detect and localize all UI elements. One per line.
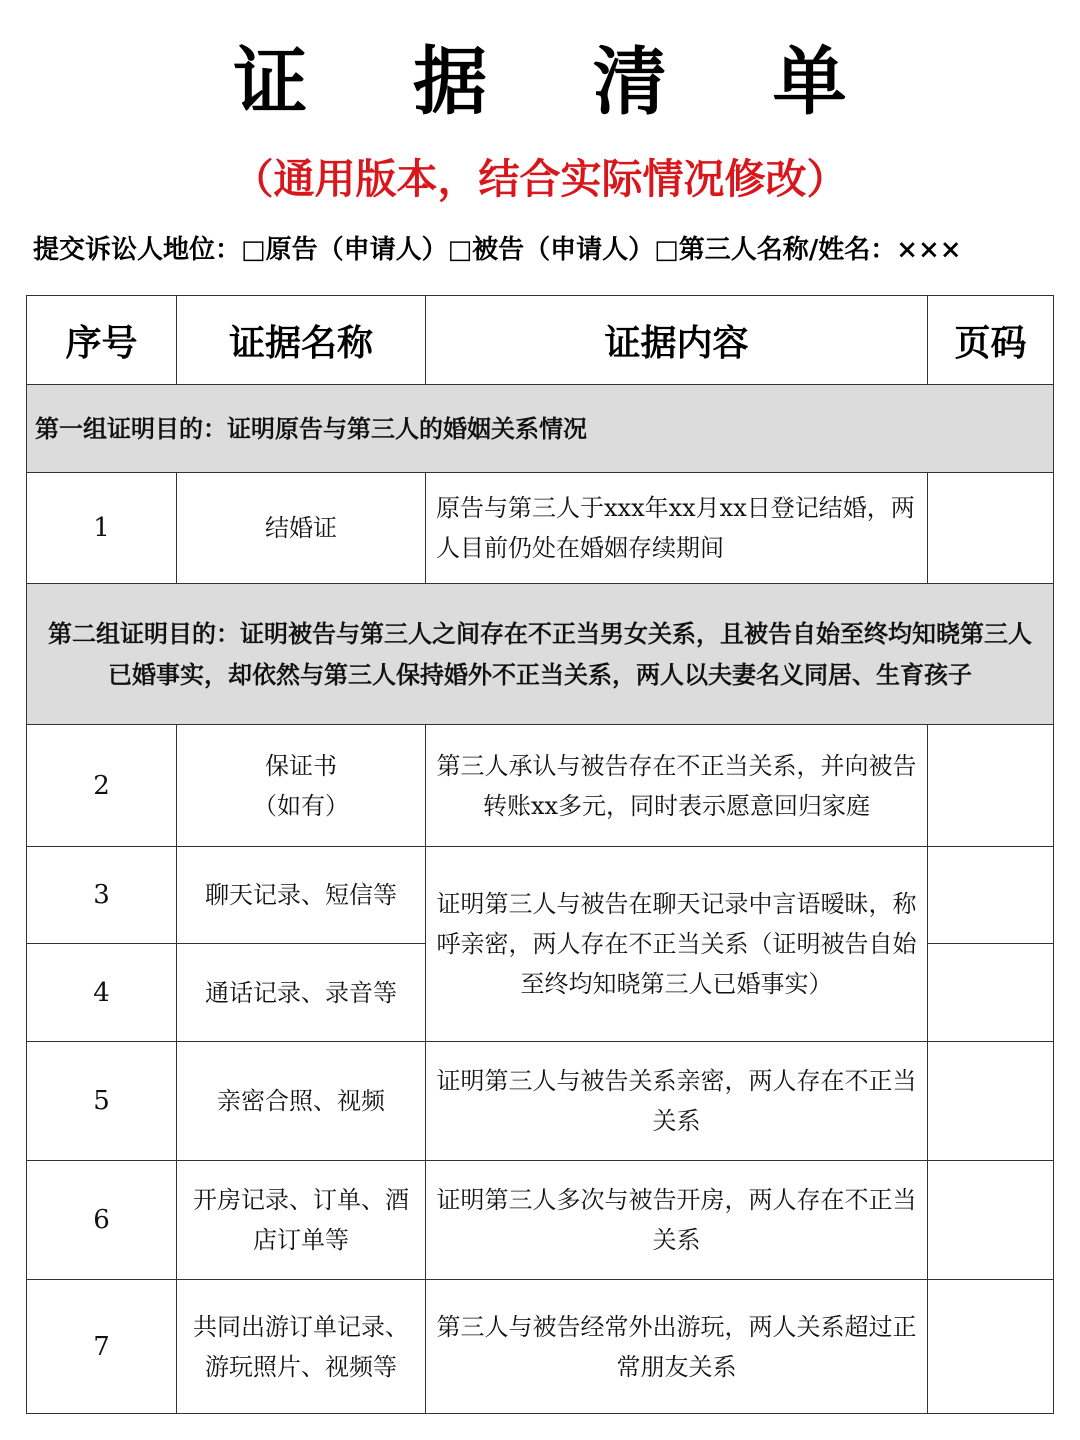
table-row — [27, 1161, 1054, 1280]
evidence-name-cell — [177, 725, 426, 847]
page-cell — [928, 847, 1054, 944]
group2-purpose: 第二组证明目的：证明被告与第三人之间存在不正当男女关系，且被告自始至终均知晓第三人已婚事实，却依然与第三人保持婚外不正当关系，两人以夫妻名义同居、生育孩子 — [27, 584, 1054, 725]
evidence-name: 开房记录、订单、酒店订单等 — [177, 1161, 426, 1280]
row-number: 2 — [27, 725, 177, 847]
row-number: 7 — [27, 1280, 177, 1414]
evidence-content: 原告与第三人于xxx年xx月xx日登记结婚，两人目前仍处在婚姻存续期间 — [426, 473, 928, 584]
table-row — [27, 847, 1054, 944]
header-page: 页码 — [928, 296, 1054, 385]
row-number: 5 — [27, 1042, 177, 1161]
litigant-status-line: 提交诉讼人地位：□原告（申请人）□被告（申请人）□第三人名称/姓名：××× — [33, 235, 962, 265]
row-number: 1 — [27, 473, 177, 584]
document-title: 证 据 清 单 — [233, 39, 887, 125]
table-row — [27, 1042, 1054, 1161]
table-row — [27, 473, 1054, 584]
evidence-content: 证明第三人多次与被告开房，两人存在不正当关系 — [426, 1161, 928, 1280]
evidence-name: 结婚证 — [177, 473, 426, 584]
table-header-row — [27, 296, 1054, 385]
page-cell — [928, 1042, 1054, 1161]
evidence-content: 第三人承认与被告存在不正当关系，并向被告转账xx多元，同时表示愿意回归家庭 — [426, 725, 928, 847]
table-row — [27, 725, 1054, 847]
page-cell — [928, 1161, 1054, 1280]
evidence-name: 聊天记录、短信等 — [177, 847, 426, 944]
table-row — [27, 1280, 1054, 1414]
header-no: 序号 — [27, 296, 177, 385]
evidence-content: 证明第三人与被告关系亲密，两人存在不正当关系 — [426, 1042, 928, 1161]
evidence-name: 共同出游订单记录、游玩照片、视频等 — [177, 1280, 426, 1414]
evidence-table — [26, 295, 1054, 1414]
row-number: 6 — [27, 1161, 177, 1280]
header-name: 证据名称 — [177, 296, 426, 385]
group-row — [27, 584, 1054, 725]
page-cell — [928, 725, 1054, 847]
page-cell — [928, 944, 1054, 1042]
evidence-name: 通话记录、录音等 — [177, 944, 426, 1042]
evidence-content: 证明第三人与被告在聊天记录中言语暧昧，称呼亲密，两人存在不正当关系（证明被告自始至终均知晓第三人已婚事实） — [426, 847, 928, 1042]
evidence-name-note: （如有） — [253, 791, 349, 820]
document-subtitle: （通用版本，结合实际情况修改） — [232, 155, 848, 203]
page-cell — [928, 473, 1054, 584]
evidence-name: 亲密合照、视频 — [177, 1042, 426, 1161]
page-cell — [928, 1280, 1054, 1414]
row-number: 3 — [27, 847, 177, 944]
header-content: 证据内容 — [426, 296, 928, 385]
group1-purpose: 第一组证明目的：证明原告与第三人的婚姻关系情况 — [27, 385, 1054, 473]
group-row — [27, 385, 1054, 473]
evidence-content: 第三人与被告经常外出游玩，两人关系超过正常朋友关系 — [426, 1280, 928, 1414]
row-number: 4 — [27, 944, 177, 1042]
evidence-name: 保证书 — [265, 751, 337, 780]
